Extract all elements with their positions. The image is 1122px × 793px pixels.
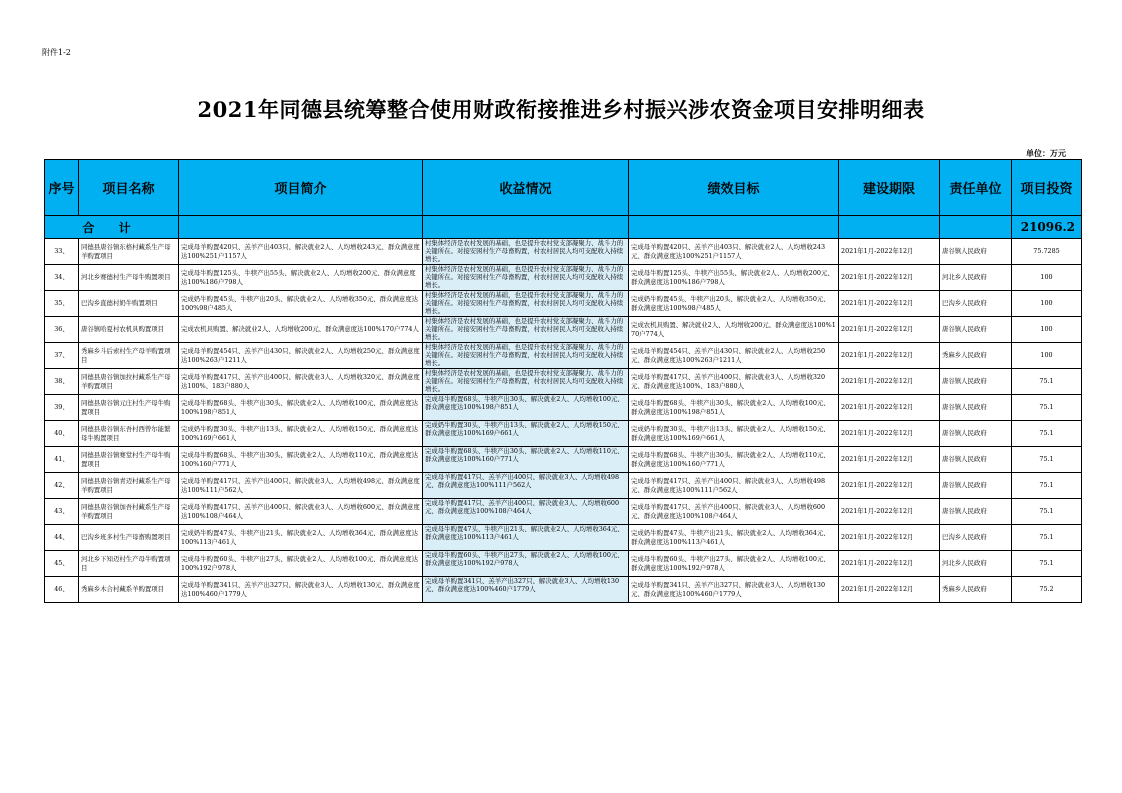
row-desc [179,473,423,499]
row-benefit-text: 村集体经济是农村发展的基础，也是提升农村党支部凝聚力、战斗力的关键所在。对接安困村生产母畜购置，村农村居民人均可支配收入持续增长。 [425,265,624,290]
row-desc [179,421,423,447]
table-row [45,499,1082,525]
row-name-text: 同德县唐谷镇青迈村藏系生产母羊购置项目 [81,477,171,494]
table-row [45,317,1082,343]
row-unit [940,473,1012,499]
row-goal-text: 完成母牛购置68头、牛犊产出30头、解决就业2人、人均增收100元、群众满意度达100%198户851人 [631,399,830,416]
row-invest-text: 75.2 [1039,585,1054,594]
row-goal-text: 完成奶牛购置45头、牛犊产出20头、解决就业2人、人均增收350元、群众满意度达100%98户485人 [631,295,830,312]
row-seq-text: 38、 [54,377,69,386]
row-invest [1012,551,1082,577]
row-benefit [423,291,629,317]
row-name [79,473,179,499]
table-row [45,421,1082,447]
row-period-text: 2021年1月-2022年12月 [841,351,914,360]
page-title: 2021年同德县统筹整合使用财政衔接推进乡村振兴涉农资金项目安排明细表 [197,97,925,122]
row-goal [629,317,839,343]
row-invest-text: 75.1 [1039,455,1054,464]
row-period-text: 2021年1月-2022年12月 [841,247,914,256]
row-goal-text: 完成母羊购置417只、羔羊产出400只、解决就业3人、人均增收320元、群众满意度达100%、183户880人 [631,373,826,390]
row-period-text: 2021年1月-2022年12月 [841,377,914,386]
row-goal-text: 完成母牛购置125头、牛犊产出55头、解决就业2人、人均增收200元、群众满意度达100%186户798人 [631,269,834,286]
row-goal-text: 完成母牛购置60头、牛犊产出27头、解决就业2人、人均增收100元、群众满意度达100%192户978人 [631,555,830,572]
total-empty-period [839,216,940,239]
row-invest [1012,395,1082,421]
row-invest-text: 75.7285 [1033,247,1060,256]
row-period-text: 2021年1月-2022年12月 [841,585,914,594]
row-desc-text: 完成农机具购置、解决就业2人、人均增收200元、群众满意度达100%170户774人 [181,325,419,334]
row-name-text: 唐谷镇哈夏村农机具购置项目 [81,325,165,334]
row-desc-text: 完成母羊购置454只、羔羊产出430只、解决就业2人、人均增收250元、群众满意度达100%263户1211人 [181,347,420,364]
table-row [45,369,1082,395]
row-goal-text: 完成母羊购置341只、羔羊产出327只、解决就业3人、人均增收130元、群众满意度达100%460户1779人 [631,581,826,598]
row-goal-text: 完成奶牛购置47头、牛犊产出21头、解决就业2人、人均增收364元、群众满意度达100%113户461人 [631,529,830,546]
row-desc [179,265,423,291]
row-unit [940,239,1012,265]
row-period [839,447,940,473]
row-unit-text: 巴沟乡人民政府 [942,299,987,308]
row-benefit-text: 完成母牛购置60头、牛犊产出27头、解决就业2人、人均增收100元、群众满意度达100%192户978人 [425,551,624,568]
row-invest-text: 75.1 [1039,507,1054,516]
row-desc-text: 完成母牛购置68头、牛犊产出30头、解决就业2人、人均增收100元、群众满意度达100%198户851人 [181,399,419,416]
row-goal [629,369,839,395]
row-period [839,265,940,291]
row-name [79,525,179,551]
row-name [79,551,179,577]
row-benefit [423,551,629,577]
row-seq-text: 37、 [54,351,69,360]
header-name: 项目名称 [79,160,179,216]
row-seq-text: 39、 [54,403,69,412]
row-desc [179,291,423,317]
row-desc [179,525,423,551]
row-seq-text: 36、 [54,325,69,334]
row-name-text: 秀麻乡木合村藏系羊购置项目 [81,585,165,594]
row-name [79,369,179,395]
row-period [839,525,940,551]
row-period [839,577,940,603]
row-benefit-text: 完成母牛购置47头、牛犊产出21头、解决就业2人、人均增收364元、群众满意度达100%113户461人 [425,525,624,542]
row-goal-text: 完成母羊购置454只、羔羊产出430只、解决就业2人、人均增收250元、群众满意度达100%263户1211人 [631,347,826,364]
row-name-text: 巴沟乡直德村奶牛购置项目 [81,299,158,308]
row-invest-text: 100 [1040,273,1053,282]
row-unit-text: 秀麻乡人民政府 [942,351,987,360]
row-name [79,421,179,447]
row-period [839,291,940,317]
row-desc-text: 完成奶牛购置47头、牛犊产出21头、解决就业2人、人均增收364元、群众满意度达100%113户461人 [181,529,419,546]
row-seq [45,395,79,421]
row-desc-text: 完成母牛购置68头、牛犊产出30头、解决就业2人、人均增收110元、群众满意度达100%160户771人 [181,451,419,468]
row-unit [940,317,1012,343]
row-goal-text: 完成农机具购置、解决就业2人、人均增收200元、群众满意度达100%170户774人 [631,321,836,338]
row-desc-text: 完成母牛购置60头、牛犊产出27头、解决就业2人、人均增收100元、群众满意度达100%192户978人 [181,555,419,572]
row-seq [45,577,79,603]
row-period [839,369,940,395]
row-unit-text: 唐谷镇人民政府 [942,247,987,256]
row-benefit [423,343,629,369]
header-period: 建设期限 [839,160,940,216]
header-row [45,160,1082,216]
row-name [79,577,179,603]
row-period-text: 2021年1月-2022年12月 [841,403,914,412]
row-desc-text: 完成母羊购置417只、羔羊产出400只、解决就业3人、人均增收498元、群众满意度达100%111户562人 [181,477,420,494]
row-desc-text: 完成母牛购置125头、牛犊产出55头、解决就业2人、人均增收200元、群众满意度达100%186户798人 [181,269,416,286]
row-benefit [423,447,629,473]
row-desc-text: 完成奶牛购置45头、牛犊产出20头、解决就业2人、人均增收350元、群众满意度达100%98户485人 [181,295,419,312]
row-desc [179,343,423,369]
row-benefit-text: 完成奶牛购置30头、牛犊产出13头、解决就业2人、人均增收150元、群众满意度达100%169户661人 [425,421,624,438]
row-seq [45,499,79,525]
row-invest-text: 75.1 [1039,377,1054,386]
row-invest-text: 100 [1040,299,1053,308]
row-invest [1012,239,1082,265]
row-goal [629,395,839,421]
row-period-text: 2021年1月-2022年12月 [841,559,914,568]
row-goal [629,551,839,577]
row-name-text: 同德县唐谷镇东吾村西曾尔能繁母牛购置项目 [81,425,171,442]
row-desc-text: 完成母羊购置417只、羔羊产出400只、解决就业3人、人均增收320元、群众满意度达100%、183户880人 [181,373,420,390]
project-table [44,159,1082,603]
row-unit-text: 唐谷镇人民政府 [942,325,987,334]
row-unit-text: 唐谷镇人民政府 [942,377,987,386]
row-goal [629,291,839,317]
total-empty-desc [179,216,423,239]
row-seq [45,551,79,577]
row-invest [1012,577,1082,603]
header-desc: 项目简介 [179,160,423,216]
row-period-text: 2021年1月-2022年12月 [841,533,914,542]
row-goal-text: 完成母羊购置417只、羔羊产出400只、解决就业3人、人均增收498元、群众满意度达100%111户562人 [631,477,826,494]
row-benefit [423,473,629,499]
table-row [45,473,1082,499]
row-invest [1012,473,1082,499]
row-unit [940,551,1012,577]
unit-label: 单位：万元 [1026,148,1066,158]
row-seq [45,369,79,395]
row-seq [45,473,79,499]
row-desc-text: 完成母羊购置341只、羔羊产出327只、解决就业3人、人均增收130元、群众满意度达100%460户1779人 [181,581,420,598]
row-unit-text: 唐谷镇人民政府 [942,481,987,490]
row-name [79,395,179,421]
row-invest [1012,291,1082,317]
row-desc [179,447,423,473]
row-unit [940,395,1012,421]
row-benefit [423,421,629,447]
table-row [45,291,1082,317]
total-empty-benefit [423,216,629,239]
row-seq-text: 46、 [54,585,69,594]
row-benefit-text: 村集体经济是农村发展的基础，也是提升农村党支部凝聚力、战斗力的关键所在。对接安困村生产母畜购置，村农村居民人均可支配收入持续增长。 [425,317,624,342]
attachment-label: 附件1-2 [42,48,71,57]
total-empty-goal [629,216,839,239]
row-unit-text: 唐谷镇人民政府 [942,507,987,516]
row-name-text: 河北乡赛德村生产母牛购置项目 [81,273,171,282]
row-goal [629,265,839,291]
row-unit-text: 唐谷镇人民政府 [942,455,987,464]
row-seq-text: 45、 [54,559,69,568]
row-seq [45,525,79,551]
row-seq [45,317,79,343]
row-unit-text: 河北乡人民政府 [942,559,987,568]
row-desc [179,317,423,343]
row-benefit [423,317,629,343]
row-goal-text: 完成母羊购置420只、羔羊产出403只、解决就业2人、人均增收243元、群众满意度达100%251户1157人 [631,243,826,260]
row-unit [940,499,1012,525]
total-label: 合 计 [45,216,179,239]
row-invest [1012,343,1082,369]
row-unit [940,525,1012,551]
row-benefit-text: 完成母羊购置341只、羔羊产出327只、解决就业3人、人均增收130元、群众满意度达100%460户1779人 [425,577,620,594]
row-benefit-text: 完成母牛购置68头、牛犊产出30头、解决就业2人、人均增收100元、群众满意度达100%198户851人 [425,395,624,412]
row-period-text: 2021年1月-2022年12月 [841,273,914,282]
total-value: 21096.2 [1012,216,1082,239]
table-row [45,577,1082,603]
row-invest [1012,369,1082,395]
row-unit [940,577,1012,603]
row-name [79,499,179,525]
header-unit: 责任单位 [940,160,1012,216]
row-goal [629,577,839,603]
row-goal [629,239,839,265]
row-name [79,291,179,317]
row-seq [45,447,79,473]
row-period-text: 2021年1月-2022年12月 [841,481,914,490]
row-desc [179,239,423,265]
header-seq: 序号 [45,160,79,216]
table-row [45,525,1082,551]
row-seq [45,421,79,447]
row-period-text: 2021年1月-2022年12月 [841,325,914,334]
row-seq [45,343,79,369]
row-seq-text: 41、 [54,455,69,464]
row-unit-text: 唐谷镇人民政府 [942,403,987,412]
total-row [45,216,1082,239]
header-goal: 绩效目标 [629,160,839,216]
row-period-text: 2021年1月-2022年12月 [841,455,914,464]
row-invest [1012,447,1082,473]
row-name-text: 同德县唐谷镇元庄村生产母牛购置项目 [81,399,171,416]
row-benefit-text: 村集体经济是农村发展的基础，也是提升农村党支部凝聚力、战斗力的关键所在。对接安困村生产母畜购置，村农村居民人均可支配收入持续增长。 [425,239,624,264]
row-invest-text: 100 [1040,325,1053,334]
table-row [45,239,1082,265]
row-name [79,447,179,473]
row-period [839,421,940,447]
row-goal [629,421,839,447]
row-period-text: 2021年1月-2022年12月 [841,299,914,308]
row-desc-text: 完成奶牛购置30头、牛犊产出13头、解决就业2人、人均增收150元、群众满意度达100%169户661人 [181,425,419,442]
row-invest-text: 75.1 [1039,559,1054,568]
row-goal [629,447,839,473]
row-invest [1012,525,1082,551]
row-goal [629,343,839,369]
table-row [45,447,1082,473]
row-desc [179,499,423,525]
row-benefit-text: 完成母羊购置417只、羔羊产出400只、解决就业3人、人均增收498元、群众满意度达100%111户562人 [425,473,620,490]
row-desc [179,551,423,577]
row-seq-text: 35、 [54,299,69,308]
row-name [79,239,179,265]
row-desc [179,369,423,395]
table-row [45,265,1082,291]
row-benefit [423,369,629,395]
row-desc-text: 完成母羊购置417只、羔羊产出400只、解决就业3人、人均增收600元、群众满意度达100%108户464人 [181,503,420,520]
row-period [839,317,940,343]
row-benefit [423,525,629,551]
row-goal [629,499,839,525]
row-benefit-text: 村集体经济是农村发展的基础，也是提升农村党支部凝聚力、战斗力的关键所在。对接安困村生产母畜购置，村农村居民人均可支配收入持续增长。 [425,343,624,368]
row-seq [45,291,79,317]
row-seq-text: 33、 [54,247,69,256]
row-unit-text: 河北乡人民政府 [942,273,987,282]
row-benefit-text: 完成母羊购置417只、羔羊产出400只、解决就业3人、人均增收600元、群众满意度达100%108户464人 [425,499,620,516]
row-benefit [423,395,629,421]
row-benefit [423,239,629,265]
row-unit [940,369,1012,395]
row-seq-text: 34、 [54,273,69,282]
row-invest [1012,265,1082,291]
row-seq [45,265,79,291]
row-benefit-text: 村集体经济是农村发展的基础，也是提升农村党支部凝聚力、战斗力的关键所在。对接安困村生产母畜购置，村农村居民人均可支配收入持续增长。 [425,369,624,394]
row-name [79,343,179,369]
row-benefit [423,499,629,525]
row-unit [940,291,1012,317]
row-desc [179,577,423,603]
row-goal-text: 完成母羊购置417只、羔羊产出400只、解决就业3人、人均增收600元、群众满意度达100%108户464人 [631,503,826,520]
row-benefit [423,265,629,291]
row-name-text: 巴沟乡班多村生产母畜购置项目 [81,533,171,542]
row-name [79,317,179,343]
row-period-text: 2021年1月-2022年12月 [841,429,914,438]
row-unit-text: 巴沟乡人民政府 [942,533,987,542]
row-period [839,395,940,421]
row-unit-text: 秀麻乡人民政府 [942,585,987,594]
row-unit [940,421,1012,447]
row-name-text: 同德县唐谷镇东格村藏系生产母羊购置项目 [81,243,171,260]
row-unit-text: 唐谷镇人民政府 [942,429,987,438]
row-invest-text: 75.1 [1039,533,1054,542]
row-invest-text: 75.1 [1039,481,1054,490]
total-empty-unit [940,216,1012,239]
row-period [839,499,940,525]
row-seq-text: 44、 [54,533,69,542]
row-invest-text: 100 [1040,351,1053,360]
row-period [839,473,940,499]
row-goal-text: 完成奶牛购置30头、牛犊产出13头、解决就业2人、人均增收150元、群众满意度达100%169户661人 [631,425,830,442]
row-invest [1012,499,1082,525]
row-invest-text: 75.1 [1039,429,1054,438]
row-period [839,239,940,265]
row-unit [940,265,1012,291]
row-period [839,551,940,577]
row-name-text: 同德县唐谷镇赛堂村生产母牛购置项目 [81,451,171,468]
row-invest [1012,317,1082,343]
row-name-text: 秀麻乡斗后索村生产母羊购置项目 [81,347,171,364]
row-goal [629,525,839,551]
row-period [839,343,940,369]
row-unit [940,447,1012,473]
row-benefit-text: 完成母牛购置68头、牛犊产出30头、解决就业2人、人均增收110元、群众满意度达100%160户771人 [425,447,624,464]
row-name-text: 同德县唐谷镇加吾村藏系生产母羊购置项目 [81,503,171,520]
row-desc-text: 完成母羊购置420只、羔羊产出403只、解决就业2人、人均增收243元、群众满意度达100%251户1157人 [181,243,420,260]
row-invest [1012,421,1082,447]
row-benefit [423,577,629,603]
row-name [79,265,179,291]
row-desc [179,395,423,421]
row-goal-text: 完成母牛购置68头、牛犊产出30头、解决就业2人、人均增收110元、群众满意度达100%160户771人 [631,451,830,468]
table-row [45,343,1082,369]
row-seq [45,239,79,265]
row-period-text: 2021年1月-2022年12月 [841,507,914,516]
header-benefit: 收益情况 [423,160,629,216]
row-name-text: 同德县唐谷镇加拉村藏系生产母羊购置项目 [81,373,171,390]
row-invest-text: 75.1 [1039,403,1054,412]
row-seq-text: 43、 [54,507,69,516]
row-benefit-text: 村集体经济是农村发展的基础，也是提升农村党支部凝聚力、战斗力的关键所在。对接安困村生产母畜购置，村农村居民人均可支配收入持续增长。 [425,291,624,316]
row-seq-text: 40、 [54,429,69,438]
table-row [45,551,1082,577]
header-invest: 项目投资 [1012,160,1082,216]
table-row [45,395,1082,421]
row-unit [940,343,1012,369]
row-seq-text: 42、 [54,481,69,490]
row-name-text: 河北乡下知迈村生产母牛购置项目 [81,555,171,572]
row-goal [629,473,839,499]
